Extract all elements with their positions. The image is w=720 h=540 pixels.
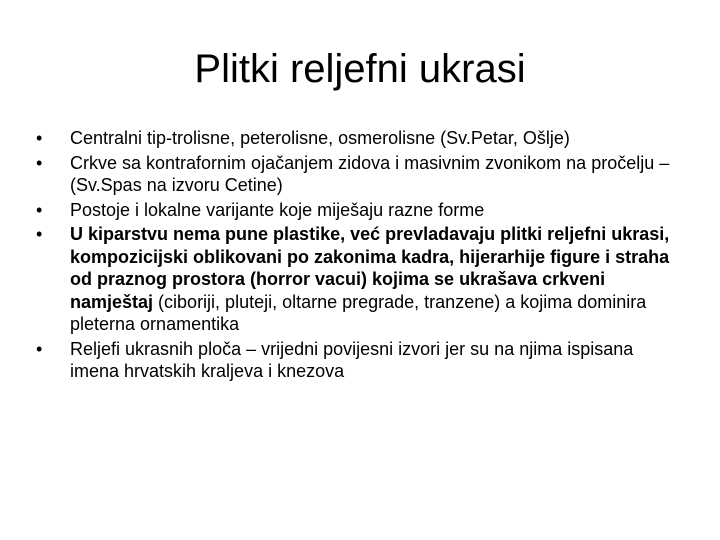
bullet-text: (ciboriji, pluteji, oltarne pregrade, tranzene) a kojima dominira pleterna ornamentika [70,291,647,334]
bullet-text: Crkve sa kontrafornim ojačanjem zidova i masivnim zvonikom na pročelju – (Sv.Spas na izvoru Cetine) [70,152,670,195]
bullet-list [36,127,686,385]
bullet-marker: • [36,128,43,148]
bullet-marker: • [36,224,43,244]
bullet-marker: • [36,338,43,359]
bullet-text: Centralni tip-trolisne, peterolisne, osmerolisne (Sv.Petar, Ošlje) [70,128,570,148]
bullet-marker: • [36,199,43,220]
bullet-item-2 [36,152,686,197]
bullet-item-1 [36,127,686,150]
bullet-item-5 [36,338,686,383]
bullet-item-3 [36,199,686,222]
bullet-marker: • [36,152,43,173]
bullet-text: Reljefi ukrasnih ploča – vrijedni povijesni izvori jer su na njima ispisana imena hrvatskih kraljeva i knezova [70,338,634,381]
slide-title: Plitki reljefni ukrasi [194,47,526,91]
bullet-item-4 [36,223,686,336]
bullet-text-bold: U kiparstvu nema pune plastike, već prevladavaju plitki reljefni ukrasi, kompozicijski oblikovani po zakonima kadra, hijerarhije figure i straha od praznog prostora (horror vacui) kojima se ukrašava crkveni namještaj [70,224,670,312]
bullet-text: Postoje i lokalne varijante koje miješaju razne forme [70,199,485,220]
